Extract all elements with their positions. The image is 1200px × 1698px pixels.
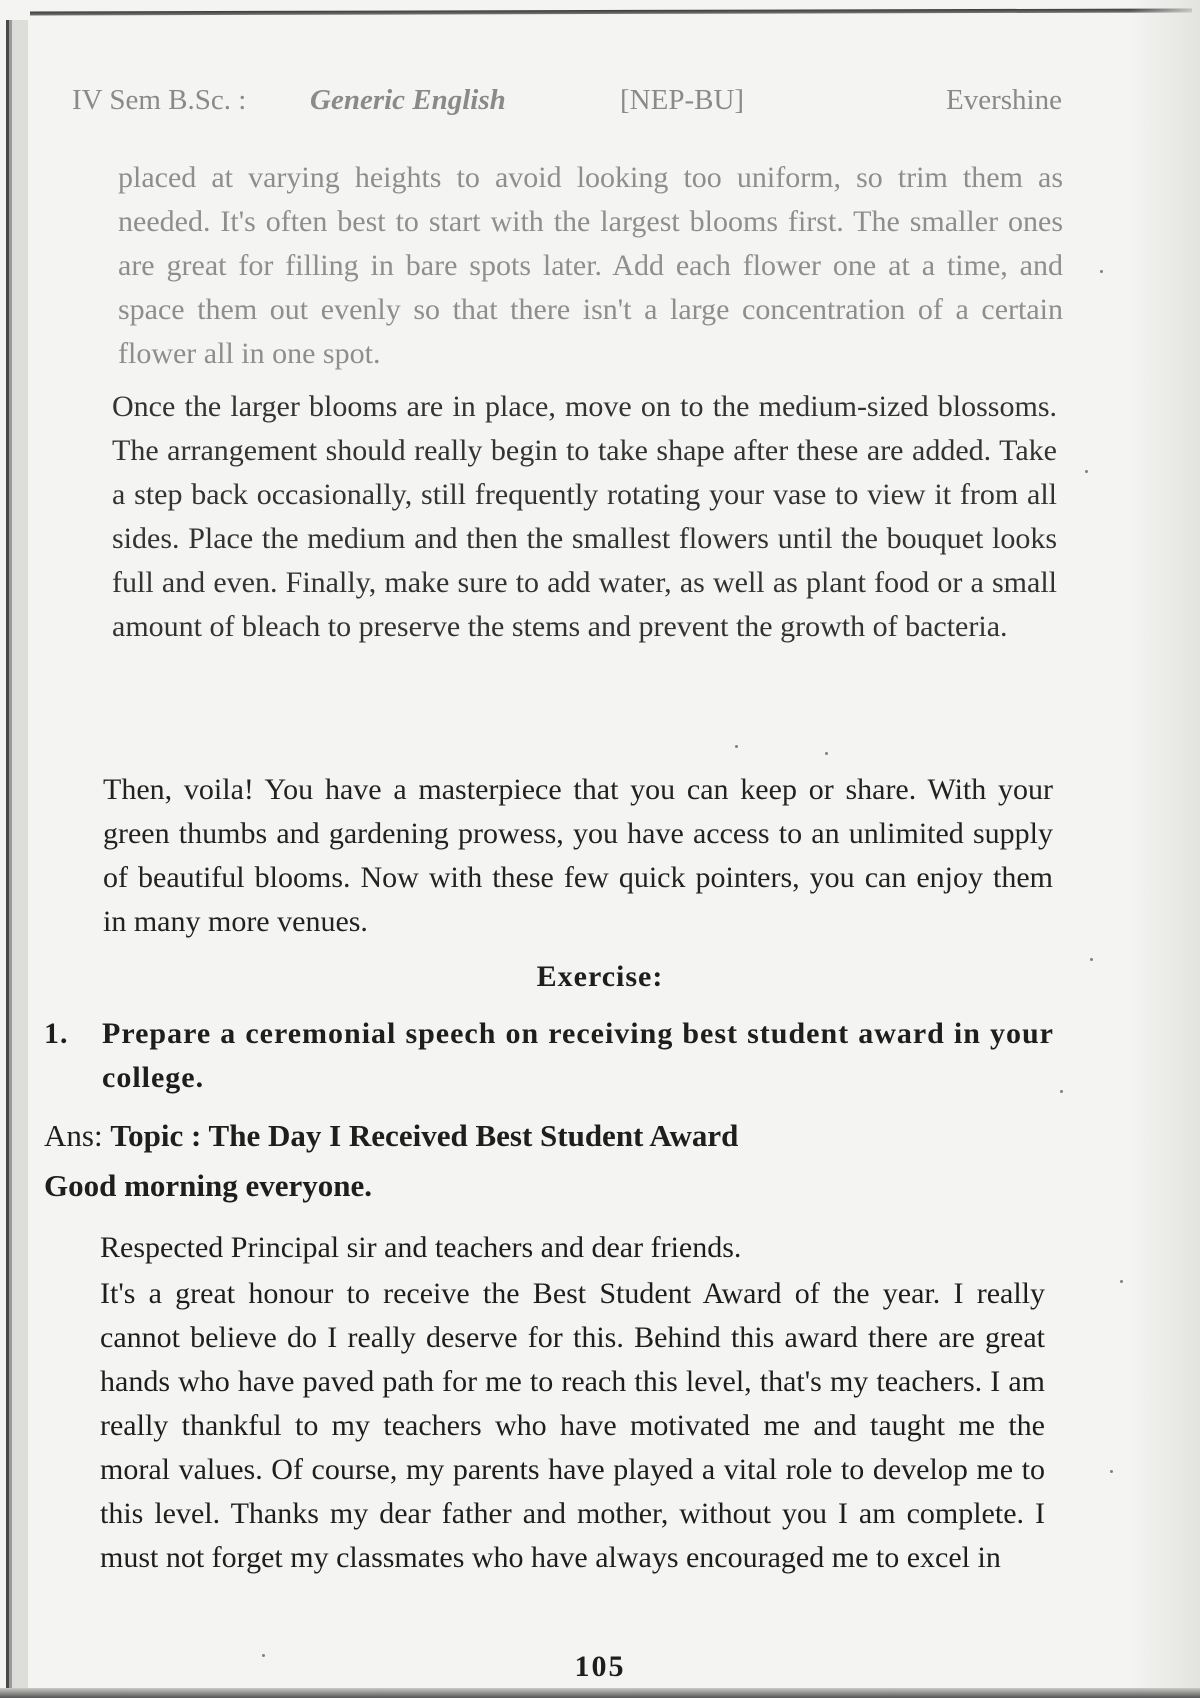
answer-prefix: Ans:	[44, 1118, 103, 1153]
paragraph-medium-blossoms: Once the larger blooms are in place, move on to the medium-sized blossoms. The arrangement should really begin to take shape after these are added. Take a step back occasionally, still frequently rotating your vase to view it from all sides. Place the medium and then the smallest flowers until the bouquet looks full and even. Finally, make sure to add water, as well as plant food or a small amount of bleach to preserve the stems and prevent the growth of bacteria.	[112, 390, 1057, 643]
scan-speck	[1110, 1470, 1113, 1473]
scan-speck	[1085, 470, 1088, 473]
speech-greeting: Good morning everyone.	[44, 1168, 373, 1203]
speech-salutation: Respected Principal sir and teachers and dear friends.	[100, 1231, 742, 1264]
header-publisher: Evershine	[946, 84, 1062, 116]
exercise-heading: Exercise:	[536, 960, 664, 993]
scan-speck	[825, 752, 828, 755]
paragraph-masterpiece: Then, voila! You have a masterpiece that you can keep or share. With your green thumbs and gardening prowess, you have access to an unlimited supply of beautiful blooms. Now with these few quick pointers, you can enjoy them in many more venues.	[103, 773, 1053, 938]
scan-speck	[735, 745, 738, 748]
answer-topic-line	[44, 1118, 738, 1154]
answer-topic: Topic : The Day I Received Best Student Award	[110, 1118, 739, 1153]
scan-edge-top	[30, 8, 1192, 15]
speech-body: It's a great honour to receive the Best Student Award of the year. I really cannot believe do I really deserve for this. Behind this award there are great hands who have paved path for me to reach this level, that's my teachers. I am really thankful to my teachers who have motivated me and taught me the moral values. Of course, my parents have played a vital role to develop me to this level. Thanks my dear father and mother, without you I am complete. I must not forget my classmates who have always encouraged me to excel in	[100, 1277, 1045, 1574]
scan-shadow	[1130, 0, 1200, 1698]
header-subject: Generic English	[310, 84, 506, 116]
header-code: [NEP-BU]	[620, 84, 745, 116]
question-number: 1.	[44, 1017, 69, 1050]
scan-speck	[1090, 958, 1093, 961]
scan-speck	[262, 1654, 265, 1657]
scan-speck	[1060, 1090, 1063, 1093]
scan-edge-left	[6, 20, 28, 1698]
scan-speck	[1120, 1280, 1123, 1283]
question-text: Prepare a ceremonial speech on receiving best student award in your college.	[102, 1017, 1054, 1094]
paragraph-arranging-blooms: placed at varying heights to avoid looking too uniform, so trim them as needed. It's often best to start with the largest blooms first. The smaller ones are great for filling in bare spots later. Add each flower one at a time, and space them out evenly so that there isn't a large concentration of a certain flower all in one spot.	[118, 161, 1063, 370]
scan-speck	[1100, 270, 1103, 273]
running-header	[72, 84, 1062, 124]
scan-edge-bottom	[0, 1688, 1200, 1698]
page-number: 105	[574, 1650, 626, 1683]
header-semester: IV Sem B.Sc. :	[72, 84, 247, 116]
